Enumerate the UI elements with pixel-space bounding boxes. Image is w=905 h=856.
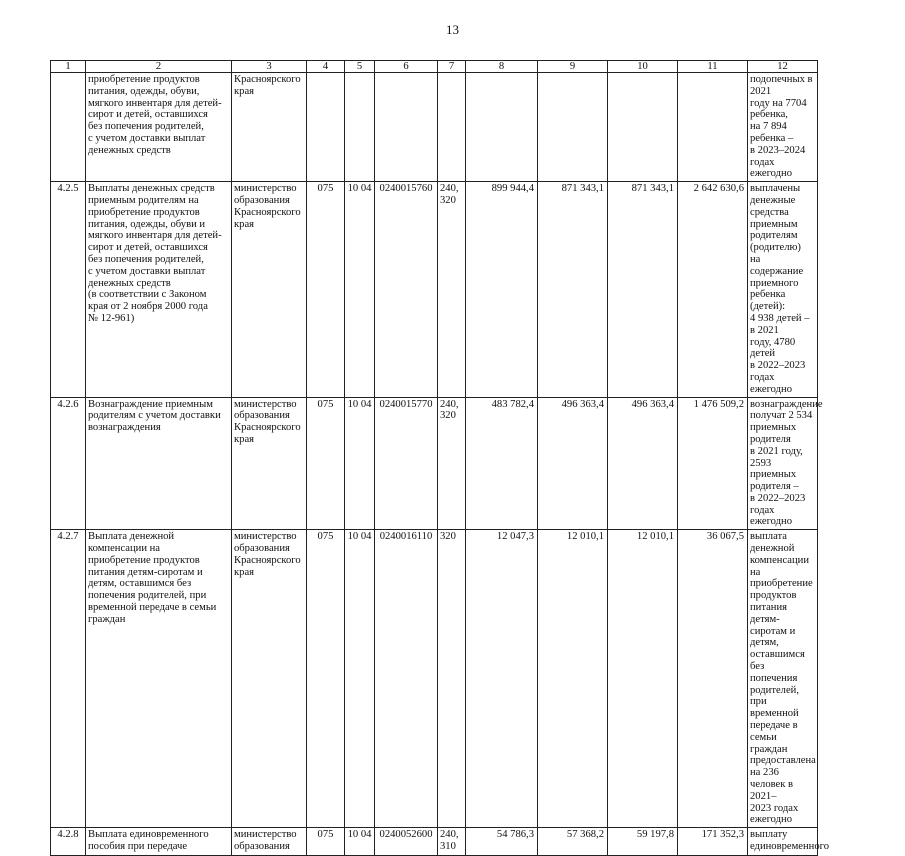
responsible-executor: министерство образования Красноярского края xyxy=(232,530,307,828)
amount-total xyxy=(678,73,748,182)
amount-year1: 483 782,4 xyxy=(466,397,538,530)
section-code: 10 04 xyxy=(345,397,375,530)
activity-name: Выплата денежной компенсации на приобретение продуктов питания детям-сиротам и детям, оставшимся без попечения родителей, при временной передаче в семьи граждан xyxy=(86,530,232,828)
grbs-code: 075 xyxy=(307,397,345,530)
target-code: 0240016110 xyxy=(375,530,438,828)
amount-year1 xyxy=(466,73,538,182)
header-cell: 9 xyxy=(538,61,608,73)
header-cell: 3 xyxy=(232,61,307,73)
amount-year1: 899 944,4 xyxy=(466,182,538,397)
responsible-executor: Красноярского края xyxy=(232,73,307,182)
expense-type: 240, 320 xyxy=(438,182,466,397)
amount-year1: 12 047,3 xyxy=(466,530,538,828)
expected-result: выплачены денежные средства приемным родителям (родителю) на содержание приемного ребенка (детей): 4 938 детей – в 2021 году, 4780 детей в 2022–2023 годах ежегодно xyxy=(748,182,818,397)
expected-result: выплата денежной компенсации на приобретение продуктов питания детям-сиротам и детям, оставшимся без попечения родителей, при временной передаче в семьи граждан предоставлена на 236 человек в 2021– 2023 годах ежегодно xyxy=(748,530,818,828)
responsible-executor: министерство образования Красноярского края xyxy=(232,182,307,397)
program-table xyxy=(50,60,830,856)
table-row xyxy=(51,530,818,828)
amount-year3: 12 010,1 xyxy=(608,530,678,828)
expense-type: 240, 310 xyxy=(438,828,466,856)
header-cell: 4 xyxy=(307,61,345,73)
target-code: 0240015760 xyxy=(375,182,438,397)
header-cell: 8 xyxy=(466,61,538,73)
row-number: 4.2.5 xyxy=(51,182,86,397)
activity-name: приобретение продуктов питания, одежды, обуви, мягкого инвентаря для детей- сирот и детей, оставшихся без попечения родителей, с учетом доставки выплат денежных средств xyxy=(86,73,232,182)
section-code: 10 04 xyxy=(345,182,375,397)
header-cell: 12 xyxy=(748,61,818,73)
grbs-code: 075 xyxy=(307,530,345,828)
header-cell: 1 xyxy=(51,61,86,73)
header-cell: 10 xyxy=(608,61,678,73)
expected-result: выплату единовременного xyxy=(748,828,818,856)
expense-type: 240, 320 xyxy=(438,397,466,530)
amount-total: 1 476 509,2 xyxy=(678,397,748,530)
header-cell: 6 xyxy=(375,61,438,73)
expense-type xyxy=(438,73,466,182)
section-code xyxy=(345,73,375,182)
section-code: 10 04 xyxy=(345,530,375,828)
row-number: 4.2.7 xyxy=(51,530,86,828)
grbs-code xyxy=(307,73,345,182)
amount-year3: 871 343,1 xyxy=(608,182,678,397)
amount-year2: 871 343,1 xyxy=(538,182,608,397)
section-code: 10 04 xyxy=(345,828,375,856)
amount-total: 2 642 630,6 xyxy=(678,182,748,397)
amount-year2: 57 368,2 xyxy=(538,828,608,856)
header-cell: 5 xyxy=(345,61,375,73)
header-cell: 11 xyxy=(678,61,748,73)
row-number: 4.2.8 xyxy=(51,828,86,856)
amount-total: 171 352,3 xyxy=(678,828,748,856)
row-number xyxy=(51,73,86,182)
target-code xyxy=(375,73,438,182)
header-row xyxy=(51,61,818,73)
grbs-code: 075 xyxy=(307,828,345,856)
amount-year3 xyxy=(608,73,678,182)
amount-year2 xyxy=(538,73,608,182)
header-cell: 2 xyxy=(86,61,232,73)
page-number: 13 xyxy=(446,22,459,37)
expense-type: 320 xyxy=(438,530,466,828)
expected-result: вознаграждение получат 2 534 приемных родителя в 2021 году, 2593 приемных родителя – в 2022–2023 годах ежегодно xyxy=(748,397,818,530)
amount-year3: 496 363,4 xyxy=(608,397,678,530)
amount-year2: 12 010,1 xyxy=(538,530,608,828)
target-code: 0240052600 xyxy=(375,828,438,856)
activity-name: Выплаты денежных средств приемным родителям на приобретение продуктов питания, одежды, обуви и мягкого инвентаря для детей- сирот и детей, оставшихся без попечения родителей, с учетом доставки выплат денежных средств (в соответствии с Законом края от 2 ноября 2000 года № 12-961) xyxy=(86,182,232,397)
grbs-code: 075 xyxy=(307,182,345,397)
amount-total: 36 067,5 xyxy=(678,530,748,828)
table-row xyxy=(51,828,818,856)
row-number: 4.2.6 xyxy=(51,397,86,530)
responsible-executor: министерство образования xyxy=(232,828,307,856)
target-code: 0240015770 xyxy=(375,397,438,530)
table-row xyxy=(51,397,818,530)
header-cell: 7 xyxy=(438,61,466,73)
amount-year2: 496 363,4 xyxy=(538,397,608,530)
table-row xyxy=(51,73,818,182)
expected-result: подопечных в 2021 году на 7704 ребенка, на 7 894 ребенка – в 2023–2024 годах ежегодно xyxy=(748,73,818,182)
amount-year1: 54 786,3 xyxy=(466,828,538,856)
activity-name: Выплата единовременного пособия при передаче xyxy=(86,828,232,856)
amount-year3: 59 197,8 xyxy=(608,828,678,856)
activity-name: Вознаграждение приемным родителям с учетом доставки вознаграждения xyxy=(86,397,232,530)
table-row xyxy=(51,182,818,397)
responsible-executor: министерство образования Красноярского края xyxy=(232,397,307,530)
